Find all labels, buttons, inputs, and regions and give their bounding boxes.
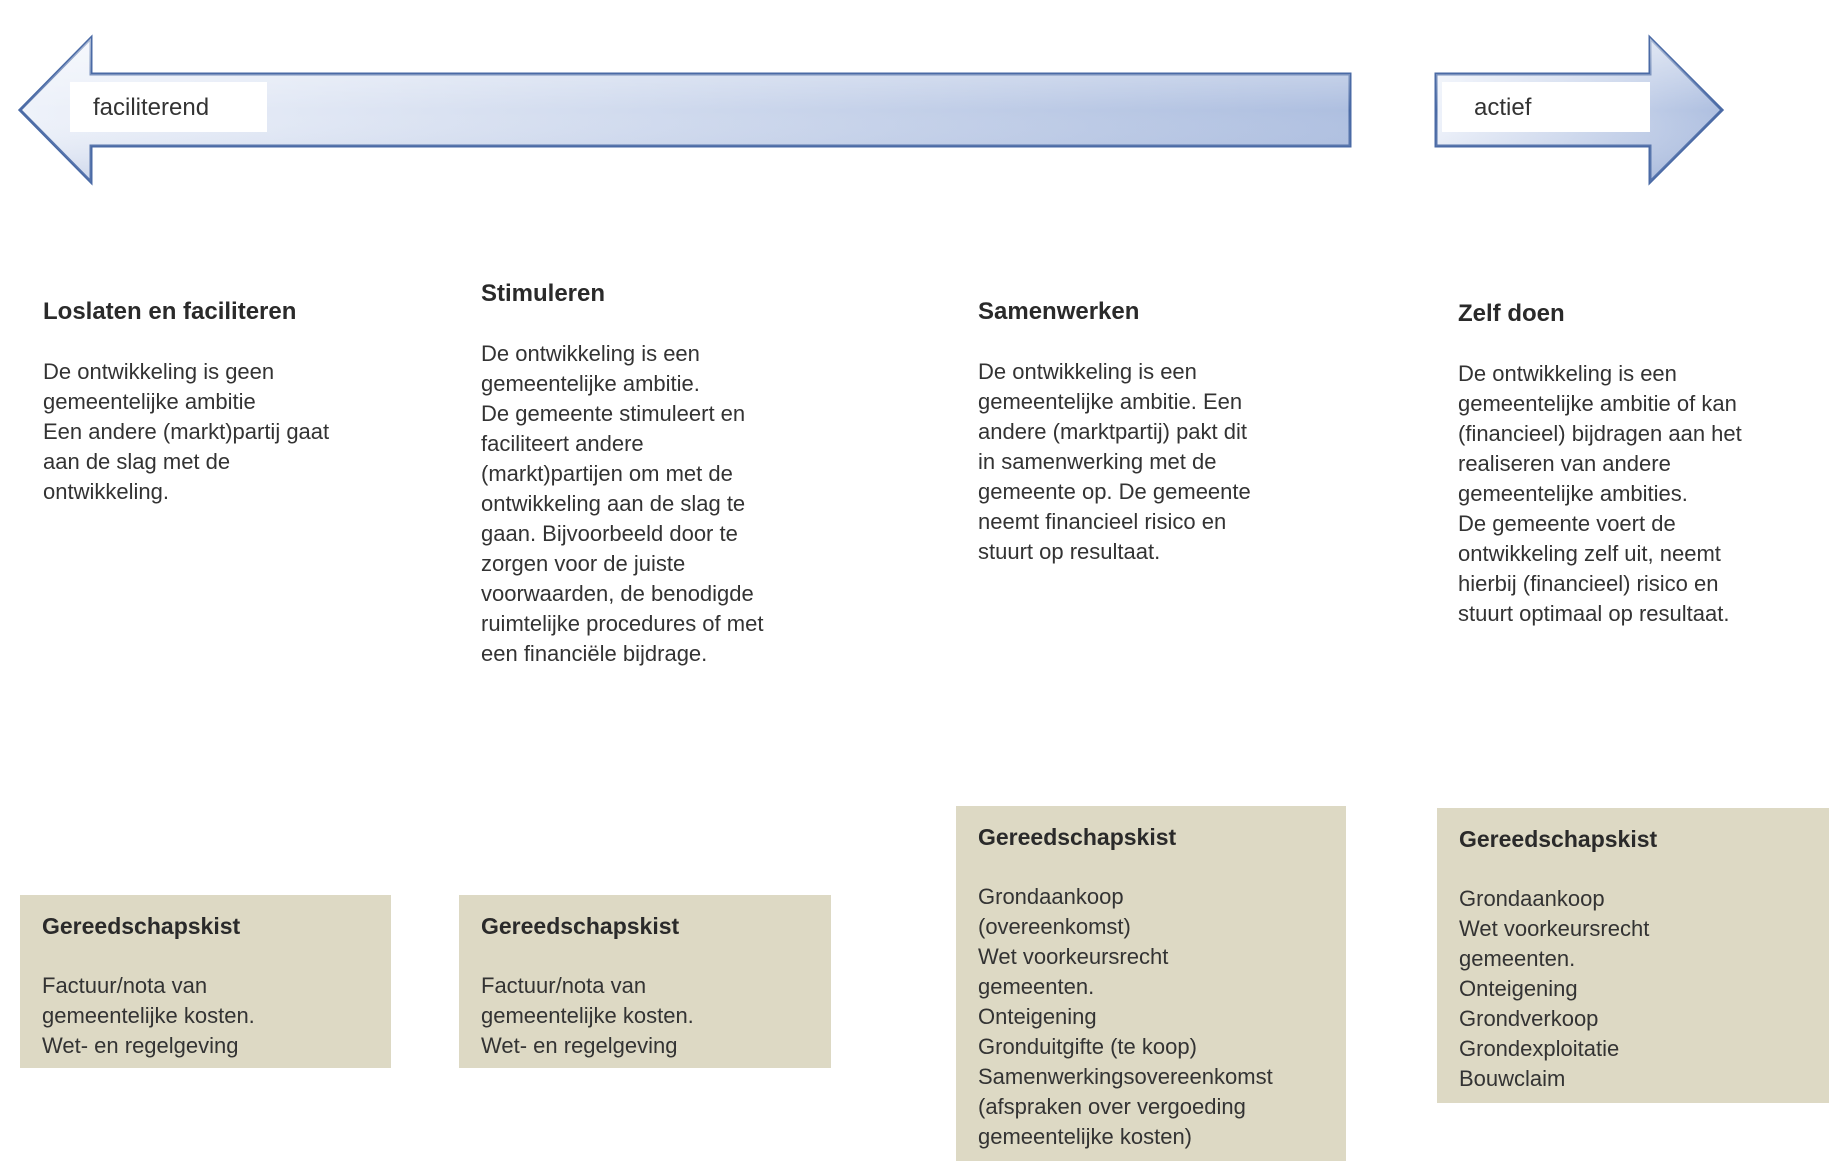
column-text-line: ontwikkeling zelf uit, neemt: [1458, 540, 1721, 566]
column-text-line: hierbij (financieel) risico en: [1458, 570, 1719, 596]
toolbox-title: Gereedschapskist: [1459, 826, 1658, 852]
toolbox-samenwerken: [956, 806, 1346, 1161]
column-text-line: De gemeente stimuleert en: [481, 400, 746, 426]
toolbox-item: Onteigening: [978, 1003, 1097, 1029]
column-text-line: andere (marktpartij) pakt dit: [978, 418, 1247, 444]
column-text-line: (financieel) bijdragen aan het: [1458, 420, 1742, 446]
toolbox-item: gemeentelijke kosten): [978, 1123, 1193, 1149]
toolbox-item: Wet voorkeursrecht: [978, 943, 1169, 969]
column-title: Samenwerken: [978, 298, 1140, 325]
column-text-line: stuurt op resultaat.: [978, 538, 1161, 564]
toolbox-item: Samenwerkingsovereenkomst: [978, 1063, 1273, 1089]
toolbox-item: Grondaankoop: [978, 883, 1124, 909]
toolbox-item: (overeenkomst): [978, 913, 1131, 939]
column-text-line: De gemeente voert de: [1458, 510, 1676, 536]
toolbox-title: Gereedschapskist: [42, 913, 241, 939]
column-text-line: ontwikkeling aan de slag te: [481, 490, 746, 516]
arrow-label-actief: actief: [1474, 94, 1532, 121]
toolbox-item: gemeenten.: [978, 973, 1095, 999]
column-text-line: gemeentelijke ambitie of kan: [1458, 390, 1737, 416]
column-text-line: gemeentelijke ambitie. Een: [978, 388, 1243, 414]
column-text-line: een financiële bijdrage.: [481, 640, 708, 666]
toolbox-item: Grondexploitatie: [1459, 1035, 1620, 1061]
column-text-line: gemeentelijke ambitie: [43, 388, 256, 414]
toolbox-item: Wet- en regelgeving: [481, 1032, 678, 1058]
column-loslaten: [43, 298, 329, 507]
column-text-line: ruimtelijke procedures of met: [481, 610, 764, 636]
column-text-line: gemeente op. De gemeente: [978, 478, 1251, 504]
toolbox-item: Bouwclaim: [1459, 1065, 1566, 1091]
toolbox-item: Grondaankoop: [1459, 885, 1605, 911]
column-text-line: realiseren van andere: [1458, 450, 1671, 476]
column-stimuleren: [481, 280, 763, 669]
column-text-line: neemt financieel risico en: [978, 508, 1227, 534]
toolbox-item: Grondverkoop: [1459, 1005, 1599, 1031]
column-text-line: De ontwikkeling is een: [481, 340, 700, 366]
column-text-line: stuurt optimaal op resultaat.: [1458, 600, 1730, 626]
column-text-line: De ontwikkeling is een: [1458, 360, 1677, 386]
column-text-line: voorwaarden, de benodigde: [481, 580, 754, 606]
toolbox-item: Gronduitgifte (te koop): [978, 1033, 1197, 1059]
toolbox-item: Wet voorkeursrecht: [1459, 915, 1650, 941]
column-text-line: aan de slag met de: [43, 448, 231, 474]
toolbox-stimuleren: [459, 895, 831, 1068]
column-text-line: gemeentelijke ambities.: [1458, 480, 1688, 506]
column-zelf-doen: [1458, 300, 1742, 629]
toolbox-title: Gereedschapskist: [978, 824, 1177, 850]
column-text-line: De ontwikkeling is geen: [43, 358, 275, 384]
column-title: Zelf doen: [1458, 300, 1565, 327]
toolbox-item: Onteigening: [1459, 975, 1578, 1001]
column-text-line: Een andere (markt)partij gaat: [43, 418, 330, 444]
toolbox-item: gemeenten.: [1459, 945, 1576, 971]
toolbox-item: gemeentelijke kosten.: [42, 1002, 255, 1028]
column-title: Stimuleren: [481, 280, 606, 307]
arrow-label-faciliterend: faciliterend: [93, 94, 210, 121]
column-text-line: faciliteert andere: [481, 430, 644, 456]
column-text-line: De ontwikkeling is een: [978, 358, 1197, 384]
toolbox-item: (afspraken over vergoeding: [978, 1093, 1246, 1119]
toolbox-title: Gereedschapskist: [481, 913, 680, 939]
column-text-line: ontwikkeling.: [43, 478, 169, 504]
toolbox-item: gemeentelijke kosten.: [481, 1002, 694, 1028]
column-text-line: gemeentelijke ambitie.: [481, 370, 700, 396]
toolbox-item: Factuur/nota van: [481, 972, 647, 998]
column-samenwerken: [978, 298, 1251, 567]
left-arrow: [20, 38, 1350, 182]
column-text-line: in samenwerking met de: [978, 448, 1217, 474]
toolbox-item: Factuur/nota van: [42, 972, 208, 998]
spectrum-arrows: [0, 0, 1840, 200]
column-text-line: zorgen voor de juiste: [481, 550, 686, 576]
column-text-line: gaan. Bijvoorbeeld door te: [481, 520, 738, 546]
toolbox-loslaten: [20, 895, 391, 1068]
column-text-line: (markt)partijen om met de: [481, 460, 733, 486]
toolbox-item: Wet- en regelgeving: [42, 1032, 239, 1058]
column-title: Loslaten en faciliteren: [43, 298, 297, 325]
toolbox-zelf-doen: [1437, 808, 1829, 1103]
